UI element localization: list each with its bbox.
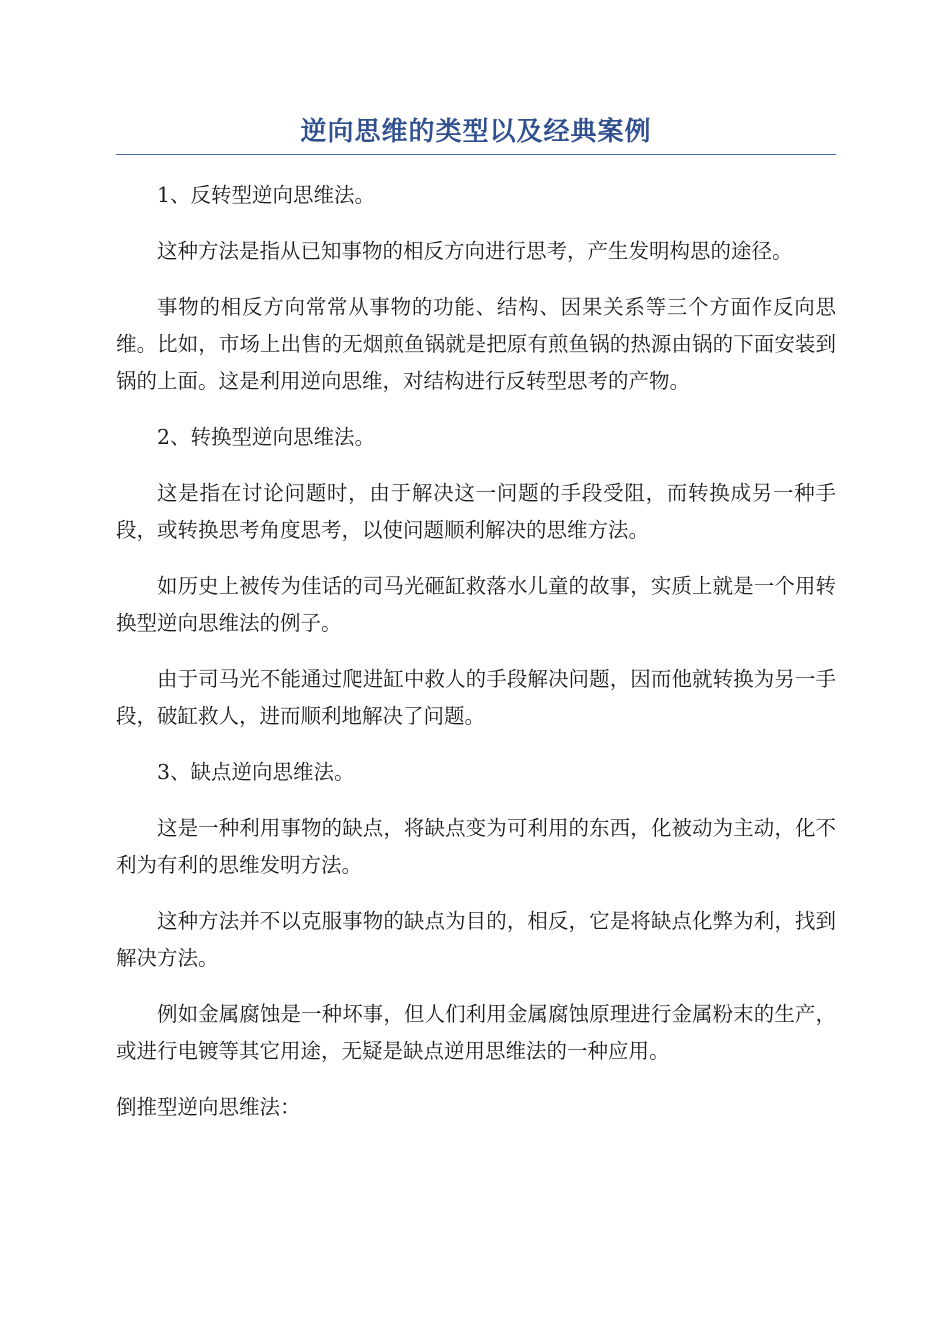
- paragraph: 这种方法并不以克服事物的缺点为目的，相反，它是将缺点化弊为利，找到解决方法。: [116, 909, 836, 970]
- document-body: [116, 177, 836, 1126]
- paragraph: 这是一种利用事物的缺点，将缺点变为可利用的东西，化被动为主动，化不利为有利的思维发明方法。: [116, 816, 836, 877]
- paragraph: 由于司马光不能通过爬进缸中救人的手段解决问题，因而他就转换为另一手段，破缸救人，进而顺利地解决了问题。: [116, 667, 836, 728]
- paragraph: 事物的相反方向常常从事物的功能、结构、因果关系等三个方面作反向思维。比如，市场上出售的无烟煎鱼锅就是把原有煎鱼锅的热源由锅的下面安装到锅的上面。这是利用逆向思维，对结构进行反转型思考的产物。: [116, 295, 836, 393]
- paragraph: 1、反转型逆向思维法。: [157, 183, 376, 207]
- paragraph: 如历史上被传为佳话的司马光砸缸救落水儿童的故事，实质上就是一个用转换型逆向思维法的例子。: [116, 574, 836, 635]
- paragraph: 这种方法是指从已知事物的相反方向进行思考，产生发明构思的途径。: [157, 239, 793, 263]
- paragraph: 倒推型逆向思维法：: [116, 1095, 301, 1119]
- paragraph: 这是指在讨论问题时，由于解决这一问题的手段受阻，而转换成另一种手段，或转换思考角度思考，以使问题顺利解决的思维方法。: [116, 481, 836, 542]
- document-title: 逆向思维的类型以及经典案例: [116, 112, 836, 155]
- document-page: [116, 112, 836, 1145]
- paragraph: 3、缺点逆向思维法。: [157, 760, 355, 784]
- paragraph: 2、转换型逆向思维法。: [157, 425, 376, 449]
- paragraph: 例如金属腐蚀是一种坏事，但人们利用金属腐蚀原理进行金属粉末的生产，或进行电镀等其它用途，无疑是缺点逆用思维法的一种应用。: [116, 1002, 836, 1063]
